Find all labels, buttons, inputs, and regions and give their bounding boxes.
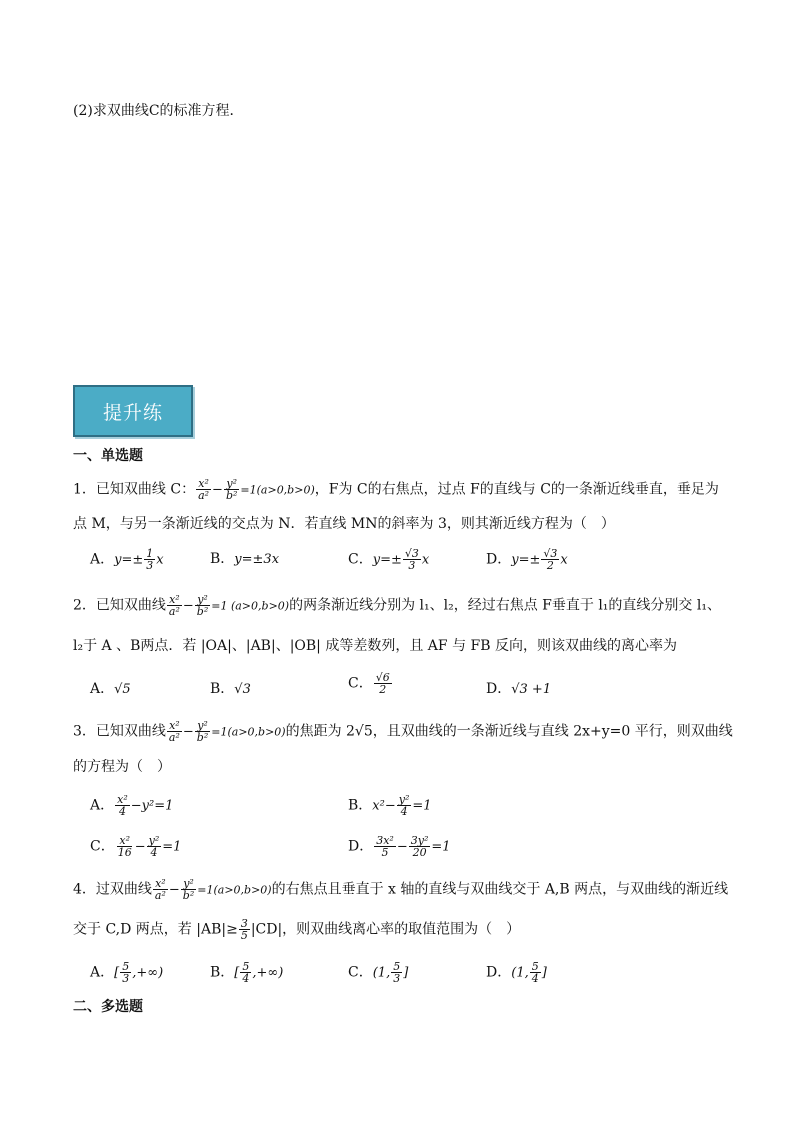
q1-text-b: ，F为 C的右焦点，过点 F的直线与 C的一条渐近线垂直，垂足为 xyxy=(314,481,719,498)
q4-line2: 交于 C,D 两点，若 |AB|≥ $\frac{3}{5}$ |CD|，则双曲线离心率的取值范围为（ ） xyxy=(73,917,521,942)
q1-condition: =1(a>0,b>0) xyxy=(240,483,315,497)
question-part-2: (2)求双曲线C的标准方程． xyxy=(73,103,244,119)
q3-option-a[interactable]: A． $\frac{\text{x²}}{4}$ −y²=1 xyxy=(90,793,174,818)
q4-condition: =1(a>0,b>0) xyxy=(197,883,272,897)
hyperbola-term-x: $\frac{\text{x²}}{\text{a²}}$ xyxy=(198,477,210,502)
section-badge: 提升练 xyxy=(73,385,193,437)
q3-option-d[interactable]: D． $\frac{\text{3x²}}{5}$ − $\frac{\text{3y²}}{20}$ =1 xyxy=(348,834,451,859)
q4-text-b: 的右焦点且垂直于 x 轴的直线与双曲线交于 A,B 两点，与双曲线的渐近线 xyxy=(271,881,729,898)
hyperbola-term-y: $\frac{\text{y²}}{\text{b²}}$ xyxy=(225,477,238,502)
q4-option-b[interactable]: B．[ $\frac{5}{4}$ ,+∞) xyxy=(210,960,284,985)
q4-option-d[interactable]: D．(1, $\frac{5}{4}$ ] xyxy=(486,960,547,985)
q2-line2: l₂于 A 、B两点．若 |OA|、|AB|、|OB| 成等差数列，且 AF 与 FB 反向，则该双曲线的离心率为 xyxy=(73,638,677,654)
q1-option-a[interactable]: A．y=± $\frac{1}{3}$ x xyxy=(90,547,164,572)
q3-text-a: 3．已知双曲线 xyxy=(73,723,166,740)
q2-line1: 2．已知双曲线 $\frac{\text{x²}}{\text{a²}}$ − $\frac{\text{y²}}{\text{b²}}$ =1 (a>0,b>0)的两条渐近线分别为 l₁、l₂，经过右焦点 F垂直于 l₁的直线分别交 l₁、 xyxy=(73,593,721,618)
section-title-single-choice: 一、单选题 xyxy=(73,448,143,464)
q4-line1: 4．过双曲线 $\frac{\text{x²}}{\text{a²}}$ − $\frac{\text{y²}}{\text{b²}}$ =1(a>0,b>0)的右焦点且垂直于 x 轴的直线与双曲线交于 A,B 两点，与双曲线的渐近线 xyxy=(73,877,729,902)
q3-option-c[interactable]: C． $\frac{\text{x²}}{16}$ − $\frac{\text{y²}}{4}$ =1 xyxy=(90,834,182,859)
q3-text-b: 的焦距为 2√5，且双曲线的一条渐近线与直线 2x+y=0 平行，则双曲线 xyxy=(285,723,733,740)
section-title-multiple-choice: 二、多选题 xyxy=(73,999,143,1015)
q3-option-b[interactable]: B．x²− $\frac{\text{y²}}{4}$ =1 xyxy=(348,793,432,818)
q2-text-b: 的两条渐近线分别为 l₁、l₂，经过右焦点 F垂直于 l₁的直线分别交 l₁、 xyxy=(289,597,721,614)
q2-option-b[interactable]: B．√3 xyxy=(210,681,251,697)
q1-option-c[interactable]: C．y=± $\frac{√3}{3}$ x xyxy=(348,547,430,572)
q4-text-a: 4．过双曲线 xyxy=(73,881,152,898)
q2-text-a: 2．已知双曲线 xyxy=(73,597,166,614)
q2-option-c[interactable]: C． $\frac{√6}{2}$ xyxy=(348,671,390,696)
q3-line1: 3．已知双曲线 $\frac{\text{x²}}{\text{a²}}$ − $\frac{\text{y²}}{\text{b²}}$ =1(a>0,b>0)的焦距为 2√5，且双曲线的一条渐近线与直线 2x+y=0 平行，则双曲线 xyxy=(73,719,733,744)
q1-option-d[interactable]: D．y=± $\frac{√3}{2}$ x xyxy=(486,547,568,572)
q2-option-a[interactable]: A．√5 xyxy=(90,681,131,697)
q3-condition: =1(a>0,b>0) xyxy=(211,725,286,739)
q1-option-b[interactable]: B．y=±3x xyxy=(210,551,280,567)
q2-condition: =1 (a>0,b>0) xyxy=(211,599,290,613)
q4-option-c[interactable]: C．(1, $\frac{5}{3}$ ] xyxy=(348,960,409,985)
q1-line2: 点 M，与另一条渐近线的交点为 N．若直线 MN的斜率为 3，则其渐近线方程为（ ） xyxy=(73,516,615,532)
q3-line2: 的方程为（ ） xyxy=(73,759,171,775)
q2-option-d[interactable]: D．√3 +1 xyxy=(486,681,552,697)
q1-line1: 1．已知双曲线 C： $\frac{\text{x²}}{\text{a²}}$ − $\frac{\text{y²}}{\text{b²}}$ =1(a>0,b>0)，F为 C的右焦点，过点 F的直线与 C的一条渐近线垂直，垂足为 xyxy=(73,477,719,502)
q1-text-a: 1．已知双曲线 C： xyxy=(73,481,196,498)
q4-option-a[interactable]: A．[ $\frac{5}{3}$ ,+∞) xyxy=(90,960,164,985)
